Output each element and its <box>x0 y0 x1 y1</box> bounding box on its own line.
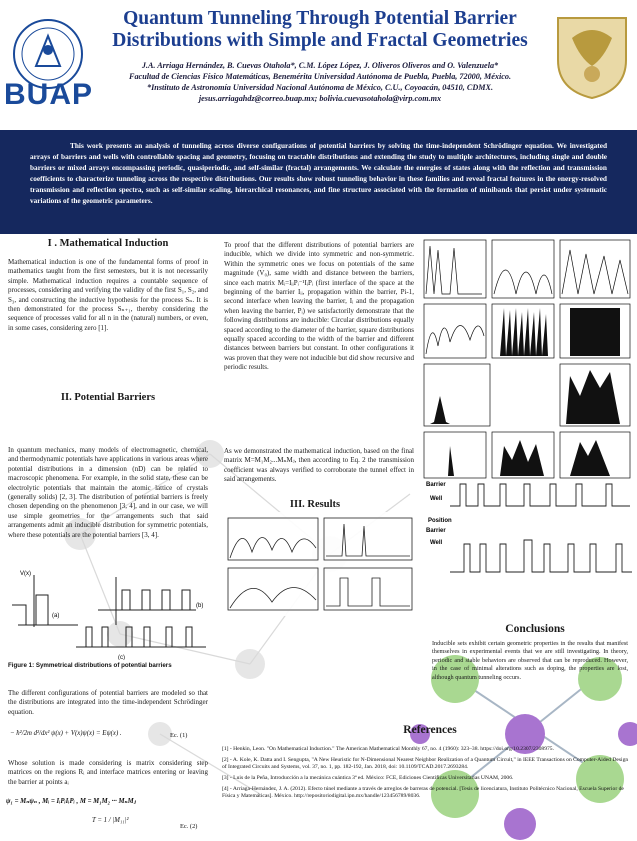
barriers-text: In quantum mechanics, many models of electromagnetic, chemical, and thermodynamic potentials have applications in various areas where potential distributions in a dimension (nD) can be related to macroscopic phenomena. For example, in the solid state, these can be electrolytic potentials that maintain the atomic lattice of crystals (generally solids) [2, 3]. The distribution of potential barriers is freely chosen depending on the phenomenon [3, 4], and in our case, we will use simple geometries for the arrangements such that said arrangements admit an inducible distribution for symmetric potentials, where these potentials are the potential barriers [3, 4]. <box>8 446 208 539</box>
emails: jesus.arriagahdz@correo.buap.mx; bolivia.cuevasotahola@virp.com.mx <box>198 94 442 103</box>
equation-2b: T = 1 / |M₁₁|² <box>92 817 129 824</box>
figure-1-barrier-distributions <box>6 565 216 660</box>
well-label-1: Well <box>430 496 443 502</box>
panel-a-label: (a) <box>52 613 60 619</box>
references-heading: References <box>403 724 457 736</box>
references-list <box>222 746 630 801</box>
affiliation-1: Facultad de Ciencias Físico Matemáticas, Benemérita Universidad Autónoma de Puebla, Puebla, 72000, México. <box>129 72 511 81</box>
position-label: Position <box>428 518 452 524</box>
abstract-banner: This work presents an analysis of tunneling across diverse configurations of potential barriers by solving the time-independent Schrödinger equation. We investigated arrays of barriers and wells with controllable spacing and geometry, focusing on tractable distributions and extending the study to multiple architectures, including single and double barriers or mixed arrays encompassing periodic, quasiperiodic, and self-similar (fractal) arrangements. We calculate the energies of states along with the reflection and transmission coefficients to characterize tunneling across the respective distributions. Our results show robust tunneling behavior in these families and reveal fractal features in the energy-resolved transmission and reflection spectra, such as self-similar scaling, hierarchical resonances, and fine structure associated with the formation of minibands that persist under systematic variations of the geometric parameters. <box>0 130 637 234</box>
results-heading: III. Results <box>289 499 341 510</box>
equation-1: − ħ²/2m d²/dx² ψ(x) + V(x)ψ(x) = Eψ(x) . <box>10 730 122 737</box>
buap-wordmark: BUAP <box>4 78 94 111</box>
conclusions-text: Inducible sets exhibit certain geometric properties in the results that manifest themselves in experimental events that we are still investigating. In theory, periodic and stable behaviors are observed that can be reproduced. However, in the case of minimal alterations such as doping, the properties are lost, although quantum tunneling occurs. <box>432 640 628 681</box>
reference-item: [4] - Arriaga-Hernández, J. A. (2012). Efecto túnel mediante a través de arreglos de barreras de potencial. [Tesis de licenciatura, Instituto Politécnico Nacional, Escuela Superior de Física y Matemáticas]. México. http://repositoriodigital.ipn.mx/handle/123456789/8036. <box>222 786 624 800</box>
authors: J.A. Arriaga Hernández, B. Cuevas Otahola*, C.M. López López, J. Oliveros Oliveros and O. Valenzuela* <box>141 61 499 70</box>
middle-text-2: As we demonstrated the mathematical induction, based on the final matrix M=M₁M₂...MₙMⱼ, then according to Eq. 2 the transmission coefficient was always verified to corroborate the tunnel effect in said arrangements. <box>224 447 414 484</box>
panel-b-label: (b) <box>196 603 204 609</box>
poster-title: Quantum Tunneling Through Potential Barrier Distributions with Simple and Fractal Geometries <box>112 8 528 51</box>
solution-text: Whose solution is made considering is matrix considering step matrices on the regions Rᵢ and interface matrices entering or leaving the barrier at points aᵢ <box>8 759 208 786</box>
induction-text: Mathematical induction is one of the fundamental forms of proof in mathematics taught from the first semesters, but it is not necessarily simple. Mathematical induction requires a countable sequence of processes, considering and verifying the validity of the first S₁, S₂, and S₃, and constructing the inductive hypothesis for the process Sₙ. It is then demonstrated for the process Sₙ₊₁, thereby considering the sequence of processes valid for all n in the (natural) numbers, or even, in some cases, considering zero [1]. <box>8 258 208 332</box>
reference-item: [3] - Luis de la Peña, Introducción a la mecánica cuántica 3ª ed. México: FCE, Ediciones Científicas Universitarias UNAM, 2006. <box>222 775 514 782</box>
results-transmission-plots <box>222 512 418 616</box>
unam-seal-icon <box>552 8 632 100</box>
equation-2a: ψ₁ = Mₙψₙ , Mᵢ = IᵢPᵢIᵢPᵢ , M = M₁M₂ ··· MₙMⱼ <box>6 798 136 805</box>
barriers-heading: II. Potential Barriers <box>60 392 156 403</box>
middle-text: To proof that the different distributions of potential barriers are inducible, which we divide into symmetric and non-symmetric. Within the symmetric ones we focus on potentials of the same magnitude (V₀), same width and distance between the barriers, since each matrix Mᵢ=IᵢᵢPᵢ⁻¹IᵢPᵢ (first interface of the space at the beginning of the barrier Iᵢᵢ, propagation within the barrier, Pi-1, second interface when leaving the barrier, Iᵢ and the propagation when leaving the barrier, Pᵢ) we satisfactorily demonstrate that the following distributions are inducible: Circular distributions equally spaced according to the diameter of the barrier, square distributions equally spaced according to the width of the barrier and different distances between barriers but constant. In other configurations it was proven that they were not inducible but did show recursive and periodic results. <box>224 241 414 372</box>
barrier-label-1: Barrier <box>426 482 446 488</box>
well-label-2: Well <box>430 540 443 546</box>
reference-item: [2] - A. Kole, K. Datta and I. Sengupta, "A New Heuristic for N-Dimensional Nearest Neighbor Realization of a Quantum Circuit," in IEEE Transactions on Computer-Aided Design of Integrated Circuits and Systems, vol. 37, no. 1, pp. 182-192, Jan. 2018, doi: 10.1109/TCAD.2017.2693284. <box>222 757 629 771</box>
vx-label: V(x) <box>20 571 31 577</box>
schrodinger-text: The different configurations of potential barriers are modeled so that the distributions are integrated into the time-independent Schrödinger equation. <box>8 689 208 716</box>
figure-1-caption: Figure 1: Symmetrical distributions of potential barriers <box>8 662 172 669</box>
barrier-label-2: Barrier <box>426 528 446 534</box>
panel-c-label: (c) <box>118 655 125 660</box>
induction-heading: I . Mathematical Induction <box>47 238 169 249</box>
authors-block <box>100 60 540 104</box>
equation-2-label: Ec. (2) <box>180 823 198 830</box>
conclusions-heading: Conclusions <box>505 623 565 635</box>
right-results-figures <box>420 236 634 614</box>
reference-item: [1] - Henkin, Leon. "On Mathematical Induction." The American Mathematical Monthly 67, no. 4 (1960): 323–38. https://doi.org/10.2307/2308975. <box>222 746 555 752</box>
affiliation-2: *Instituto de Astronomía Universidad Nacional Autónoma de México, C.U., Coyoacán, 04510, CDMX. <box>146 83 494 92</box>
equation-1-label: Ec. (1) <box>170 732 188 739</box>
